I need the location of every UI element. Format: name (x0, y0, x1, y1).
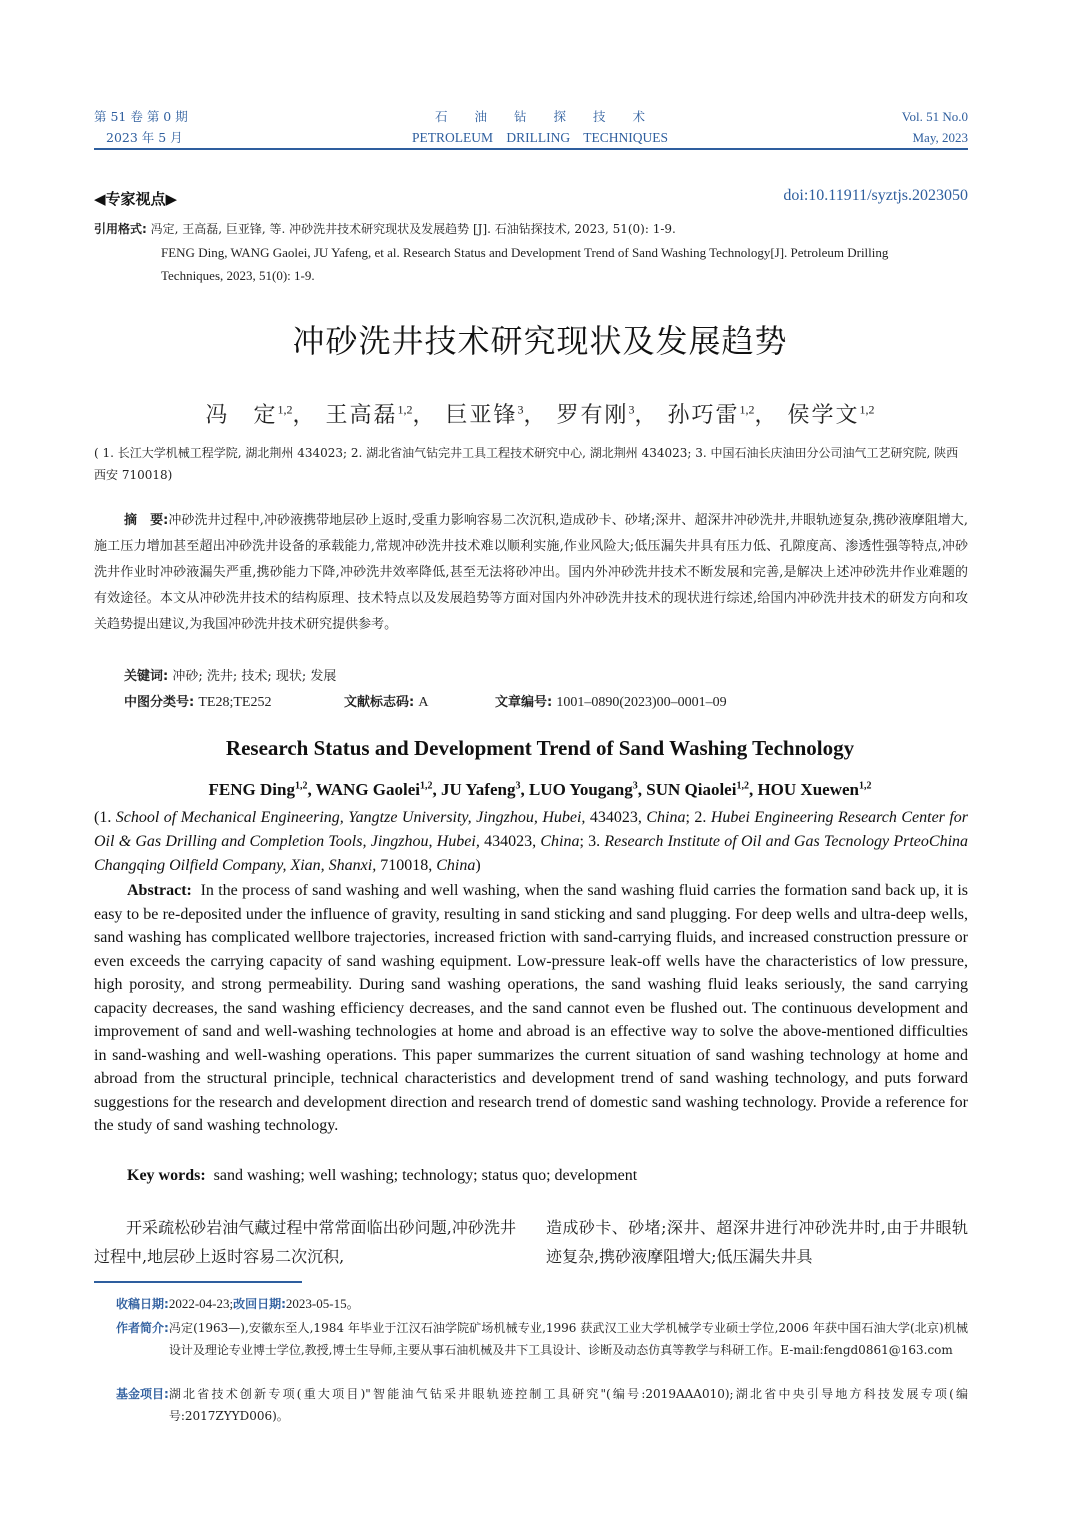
column-tag: ◀专家视点▶ (94, 190, 178, 208)
authors-cn: 冯 定$^{1,2}$， 王高磊$^{1,2}$， 巨亚锋$^3$， 罗有刚$^3$， 孙巧雷$^{1,2}$， 侯学文$^{1,2}$ (205, 402, 875, 428)
footnote-funding: 基金项目: 湖北省技术创新专项(重大项目)"智能油气钻采井眼轨迹控制工具研究"(编号:2019AAA010);湖北省中央引导地方科技发展专项(编号:2017ZYYD006)。 (116, 1387, 968, 1423)
volume-issue-en: Vol. 51 No.0 (901, 109, 968, 124)
document-code: 文献标志码: A (344, 695, 429, 710)
affiliation-cn: ( 1. 长江大学机械工程学院, 湖北荆州 434023; 2. 湖北省油气钻完井工具工程技术研究中心, 湖北荆州 434023; 3. 中国石油长庆油田分公司油气工艺研究院, 陕西西安 710018) (94, 446, 959, 482)
header-rule (94, 148, 968, 150)
article-number: 文章编号: 1001–0890(2023)00–0001–09 (495, 695, 727, 710)
author-cn-3: 巨亚锋$^3$ (445, 402, 524, 428)
abstract-cn-label: 摘 要: (124, 513, 169, 528)
citation-block (94, 218, 968, 287)
author-en-2: WANG Gaolei$^{1,2}$ (315, 780, 433, 799)
citation-en-line1: FENG Ding, WANG Gaolei, JU Yafeng, et al. Research Status and Development Trend of Sand Washing Technology[J]. Petroleum Drilling (161, 245, 889, 260)
author-en-4: LUO Yougang$^3$ (528, 780, 638, 799)
author-cn-5: 孙巧雷$^{1,2}$ (667, 402, 755, 428)
affiliation-en: (1. School of Mechanical Engineering, Yangtze University, Jingzhou, Hubei, 434023, China; 2. Hubei Engineering Research Center for Oil & Gas Drilling and Completion Tools, Jingzhou, Hubei, 434023, China; 3. Research Institute of Oil and Gas Tecnology PrteoChina Changqing Oilfield Company, Xian, Shanxi, 710018, China) (94, 809, 969, 874)
author-en-3: JU Yafeng$^3$ (441, 780, 521, 799)
volume-issue-cn: 第 51 卷 第 0 期 (94, 109, 188, 124)
abstract-en-label: Abstract: (127, 882, 192, 899)
keywords-cn-text: 冲砂; 洗井; 技术; 现状; 发展 (172, 669, 337, 684)
author-cn-2: 王高磊$^{1,2}$ (325, 402, 413, 428)
keywords-en (127, 1164, 637, 1188)
journal-vol-en (902, 106, 968, 148)
keywords-cn (124, 664, 336, 690)
authors-en: FENG Ding$^{1,2}$, WANG Gaolei$^{1,2}$, JU Yafeng$^3$, LUO Yougang$^3$, SUN Qiaolei$^{1,2}$, HOU Xuewen$^{1,2}$ (208, 780, 872, 799)
date-cn: 2023 年 5 月 (106, 130, 183, 145)
body-column-right: 造成砂卡、砂堵;深井、超深井进行冲砂洗井时,由于井眼轨迹复杂,携砂液摩阻增大;低压漏失井具 (546, 1218, 968, 1266)
citation-en-line2: Techniques, 2023, 51(0): 1-9. (161, 268, 315, 283)
citation-label: 引用格式: (94, 222, 147, 236)
footnote-author-bio: 作者简介: 冯定(1963—),安徽东至人,1984 年毕业于江汉石油学院矿场机械专业,1996 获武汉工业大学机械学专业硕士学位,2006 年获中国石油大学(北京)机械设计及理论专业博士学位,教授,博士生导师,主要从事石油机械及井下工具设计、诊断及动态仿真等教学与科研工作。E-mail:fengd0861@163.com (116, 1321, 968, 1357)
author-en-1: FENG Ding$^{1,2}$ (208, 780, 308, 799)
clc-number: 中图分类号: TE28;TE252 (124, 695, 272, 710)
body-column-left: 开采疏松砂岩油气藏过程中常常面临出砂问题,冲砂洗井过程中,地层砂上返时容易二次沉积, (94, 1218, 516, 1266)
author-en-5: SUN Qiaolei$^{1,2}$ (646, 780, 749, 799)
abstract-en (94, 879, 968, 1138)
author-en-6: HOU Xuewen$^{1,2}$ (757, 780, 872, 799)
keywords-en-label: Key words: (127, 1167, 206, 1184)
keywords-cn-label: 关键词: (124, 669, 169, 684)
journal-name-cn: 石油钻探技术 (434, 109, 672, 124)
doi-link[interactable]: doi:10.11911/syztjs.2023050 (783, 187, 968, 204)
footnote-rule (94, 1281, 302, 1283)
keywords-en-text: sand washing; well washing; technology; status quo; development (213, 1167, 638, 1184)
author-cn-6: 侯学文$^{1,2}$ (787, 402, 875, 428)
abstract-cn-text: 冲砂洗井过程中,冲砂液携带地层砂上返时,受重力影响容易二次沉积,造成砂卡、砂堵;深井、超深井冲砂洗井,井眼轨迹复杂,携砂液摩阻增大,施工压力增加甚至超出冲砂洗井设备的承载能力,常规冲砂洗井技术难以顺利实施,作业风险大;低压漏失井具有压力低、孔隙度高、渗透性强等特点,冲砂洗井作业时冲砂液漏失严重,携砂能力下降,冲砂洗井效率降低,甚至无法将砂冲出。国内外冲砂洗井技术不断发展和完善,是解决上述冲砂洗井作业难题的有效途径。本文从冲砂洗井技术的结构原理、技术特点以及发展趋势等方面对国内外冲砂洗井技术的现状进行综述,给国内冲砂洗井技术的研发方向和攻关趋势提出建议,为我国冲砂洗井技术研究提供参考。 (94, 513, 968, 632)
journal-name-en: PETROLEUM DRILLING TECHNIQUES (412, 130, 668, 145)
abstract-en-text: In the process of sand washing and well washing, when the sand washing fluid carries the formation sand back up, it is easy to be re-deposited under the influence of gravity, resulting in sand sticking and sand plugging. For deep wells and ultra-deep wells, sand washing has complicated wellbore trajectories, increased friction with sand-carrying fluids, and increased construction pressure or even exceeds the carrying capacity of sand washing equipment. Low-pressure leak-off wells have the characteristics of low pressure, high porosity, and strong permeability. During sand washing operations, the sand washing fluid leaks seriously, the sand carrying capacity decreases, the sand washing efficiency decreases, and the sand cannot even be flushed out. The continuous development and improvement of sand and well-washing technologies at home and abroad is an effective way to solve the above-mentioned difficulties in sand-washing and well-washing operations. This paper summarizes the current situation of sand washing technology at home and abroad from the structural principle, technical characteristics and development trend of sand washing technology, and puts forward suggestions for the research and development direction and research trend of domestic sand washing technology. Provide a reference for the study of sand washing technology. (94, 882, 969, 1134)
citation-cn: 冯定, 王高磊, 巨亚锋, 等. 冲砂洗井技术研究现状及发展趋势 [J]. 石油钻探技术, 2023, 51(0): 1-9. (150, 222, 676, 236)
author-cn-4: 罗有刚$^3$ (556, 402, 635, 428)
paper-title-cn: 冲砂洗井技术研究现状及发展趋势 (292, 322, 788, 360)
author-cn-1: 冯 定$^{1,2}$ (205, 402, 293, 428)
date-en: May, 2023 (912, 130, 968, 145)
paper-title-en: Research Status and Development Trend of Sand Washing Technology (225, 736, 855, 760)
footnote-dates: 收稿日期:2022-04-23;改回日期:2023-05-15。 (116, 1296, 360, 1311)
abstract-cn (94, 508, 968, 638)
